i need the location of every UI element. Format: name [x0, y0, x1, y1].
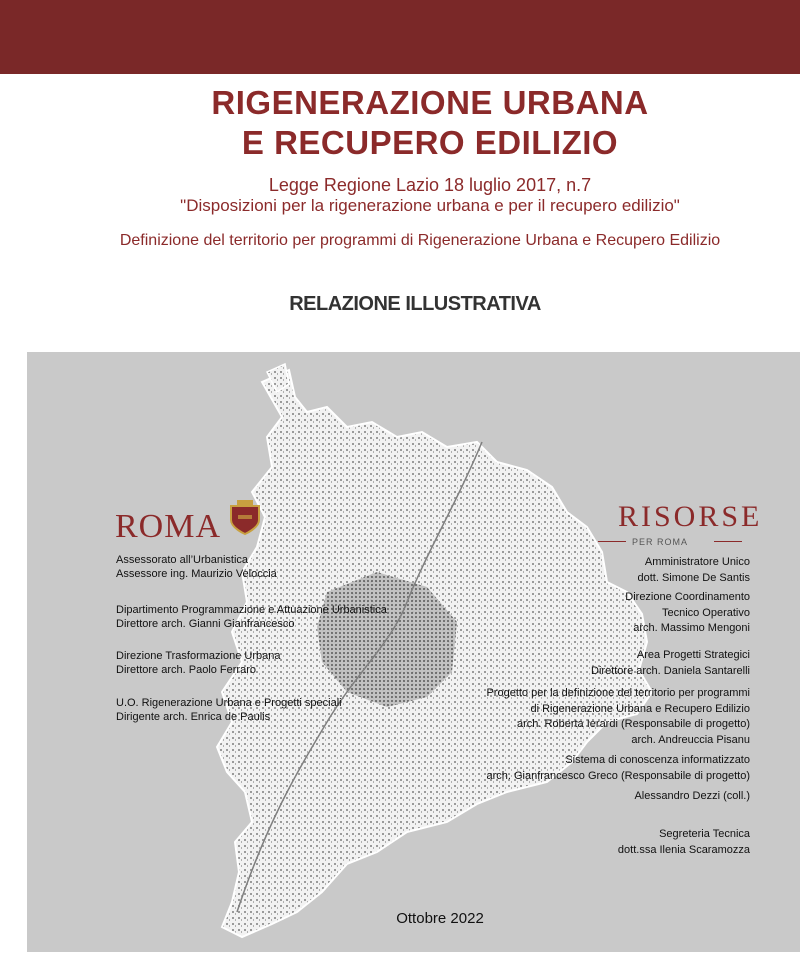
credit-block-segreteria — [618, 827, 750, 858]
credit-role: di Rigenerazione Urbana e Recupero Edilizio — [530, 702, 750, 715]
credit-block-sistema — [486, 753, 750, 784]
credit-block-assessorato — [116, 553, 277, 581]
law-subtitle: "Disposizioni per la rigenerazione urbana e per il recupero edilizio" — [180, 196, 680, 215]
definition-subtitle: Definizione del territorio per programmi di Rigenerazione Urbana e Recupero Edilizio — [119, 232, 721, 249]
credit-block-area — [591, 648, 750, 679]
credit-person: Direttore arch. Paolo Ferraro — [116, 664, 256, 676]
document-date: Ottobre 2022 — [396, 910, 484, 927]
document-title-line2: E RECUPERO EDILIZIO — [241, 124, 619, 161]
credit-block-uo — [116, 696, 342, 724]
roma-logo: ROMA — [115, 508, 222, 545]
credit-role: Sistema di conoscenza informatizzato — [565, 754, 750, 766]
risorse-rule-left — [598, 541, 626, 542]
header-bar — [0, 0, 800, 74]
credit-person: Direttore arch. Gianni Gianfrancesco — [116, 618, 295, 630]
report-title: RELAZIONE ILLUSTRATIVA — [289, 293, 541, 315]
credit-person: Direttore arch. Daniela Santarelli — [591, 664, 750, 677]
credit-role: Dipartimento Programmazione e Attuazione Urbanistica — [116, 604, 387, 616]
risorse-rule-right — [714, 541, 742, 542]
credit-block-dipartimento — [116, 603, 387, 631]
credit-role: U.O. Rigenerazione Urbana e Progetti speciali — [116, 697, 342, 709]
credit-person: arch. Gianfrancesco Greco (Responsabile di progetto) — [486, 769, 750, 782]
credit-person: Dirigente arch. Enrica de Paulis — [116, 711, 271, 723]
credit-role: Direzione Coordinamento — [625, 591, 750, 603]
credit-role: Tecnico Operativo — [661, 606, 750, 619]
credit-role: Area Progetti Strategici — [636, 649, 750, 661]
credit-person: dott. Simone De Santis — [637, 571, 750, 584]
credit-person: Alessandro Dezzi (coll.) — [634, 790, 750, 802]
credit-block-direzione — [116, 649, 280, 677]
roma-shield-icon — [228, 498, 262, 536]
credit-person: dott.ssa Ilenia Scaramozza — [617, 843, 750, 856]
credit-block-collaboratore — [634, 789, 750, 805]
bottom-margin — [0, 952, 800, 959]
credit-block-coordinamento — [625, 590, 750, 637]
law-reference: Legge Regione Lazio 18 luglio 2017, n.7 — [268, 175, 592, 195]
credit-role: Progetto per la definizione del territorio per programmi — [486, 687, 750, 699]
credit-block-progetto — [486, 686, 750, 748]
credit-person: arch. Massimo Mengoni — [633, 622, 750, 634]
risorse-subtitle: PER ROMA — [632, 537, 689, 547]
credit-block-admin — [637, 555, 750, 586]
credit-role: Assessorato all’Urbanistica — [116, 554, 249, 566]
credit-person: Assessore ing. Maurizio Veloccia — [116, 568, 277, 580]
credit-person: arch. Roberta Ierardi (Responsabile di progetto) — [517, 718, 750, 730]
credit-role: Direzione Trasformazione Urbana — [116, 650, 281, 662]
risorse-logo: RISORSE — [618, 500, 763, 533]
credit-person: arch. Andreuccia Pisanu — [631, 733, 750, 746]
credit-role: Amministratore Unico — [644, 556, 750, 568]
document-title-line1: RIGENERAZIONE URBANA — [211, 84, 649, 121]
credit-role: Segreteria Tecnica — [659, 828, 750, 840]
